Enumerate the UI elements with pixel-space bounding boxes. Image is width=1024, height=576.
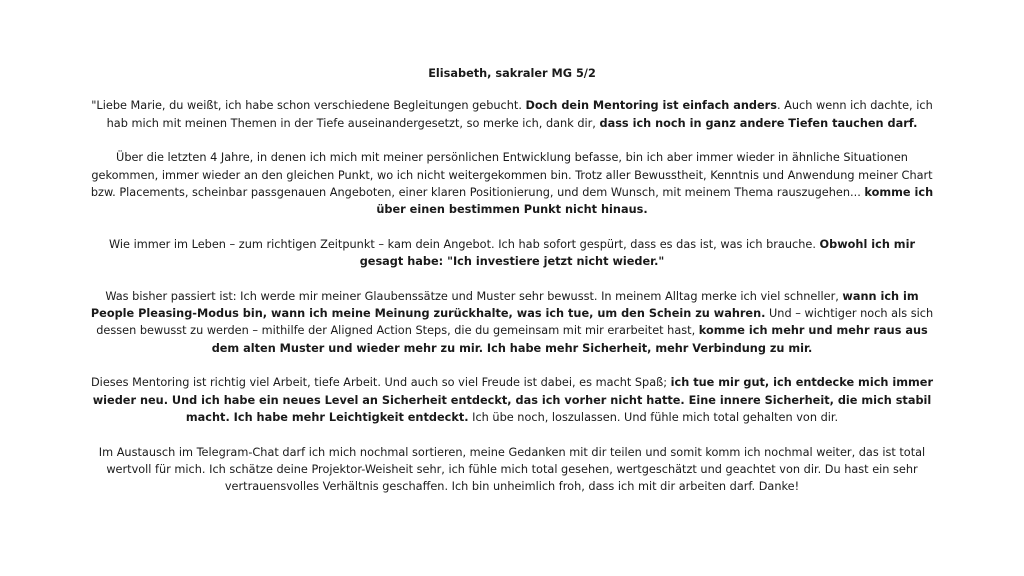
emphasized-text: ich tue mir gut, ich entdecke mich immer wieder neu. Und ich habe ein neues Level an Sicherheit entdeckt, das ich vorher nicht hatte. Eine innere Sicherheit, die mich stabil macht. Ich habe mehr Leichtigkeit entdeckt. xyxy=(92,376,934,425)
testimonial-paragraph xyxy=(88,444,936,496)
paragraph-text: Was bisher passiert ist: Ich werde mir meiner Glaubenssätze und Muster sehr bewusst. In meinem Alltag merke ich viel schneller, xyxy=(105,289,843,303)
testimonial-paragraph xyxy=(88,236,936,271)
paragraph-text: Wie immer im Leben – zum richtigen Zeitpunkt – kam dein Angebot. Ich hab sofort gespürt, dass es das ist, was ich brauche. xyxy=(108,237,820,251)
paragraph-text: Dieses Mentoring ist richtig viel Arbeit, tiefe Arbeit. Und auch so viel Freude ist dabei, es macht Spaß; xyxy=(90,376,671,390)
emphasized-text: komme ich mehr und mehr raus aus dem alten Muster und wieder mehr zu mir. Ich habe mehr Sicherheit, mehr Verbindung zu mir. xyxy=(211,324,928,355)
paragraph-text: Im Austausch im Telegram-Chat darf ich mich nochmal sortieren, meine Gedanken mit dir teilen und somit komm ich nochmal weiter, das ist total wertvoll für mich. Ich schätze deine Projektor-Weisheit sehr, ich fühle mich total gesehen, wertgeschätzt und geachtet von dir. Du hast ein sehr vertrauensvolles Verhältnis geschaffen. Ich bin unheimlich froh, dass ich mit dir arbeiten darf. Danke! xyxy=(98,445,926,494)
testimonial-paragraph xyxy=(88,149,936,219)
emphasized-text: Doch dein Mentoring ist einfach anders xyxy=(525,99,777,113)
emphasized-text: dass ich noch in ganz andere Tiefen tauchen darf. xyxy=(599,116,918,130)
emphasized-text: wann ich im People Pleasing-Modus bin, wann ich meine Meinung zurückhalte, was ich tue, um den Schein zu wahren. xyxy=(90,289,919,321)
paragraph-text: Und – wichtiger noch als sich dessen bewusst zu werden – mithilfe der Aligned Action Steps, die du gemeinsam mit mir erarbeitet hast, xyxy=(96,307,934,338)
testimonial-body xyxy=(88,97,936,495)
emphasized-text: Obwohl ich mir gesagt habe: "Ich investiere jetzt nicht wieder." xyxy=(359,237,916,269)
paragraph-text: . Auch wenn ich dachte, ich hab mich mit meinen Themen in der Tiefe auseinandergesetzt, so merke ich, dank dir, xyxy=(106,99,933,130)
testimonial-paragraph xyxy=(88,97,936,132)
paragraph-text: Über die letzten 4 Jahre, in denen ich mich mit meiner persönlichen Entwicklung befasse, bin ich aber immer wieder in ähnliche Situationen gekommen, immer wieder an den gleichen Punkt, wo ich nicht weitergekommen bin. Trotz aller Bewusstheit, Kenntnis und Anwendung meiner Chart bzw. Placements, scheinbar passgenauen Angeboten, einer klaren Positionierung, und dem Wunsch, mit meinem Thema rauszugehen... xyxy=(90,151,933,200)
testimonial-title: Elisabeth, sakraler MG 5/2 xyxy=(428,67,596,80)
emphasized-text: komme ich über einen bestimmen Punkt nicht hinaus. xyxy=(376,186,934,217)
paragraph-text: Ich übe noch, loszulassen. Und fühle mich total gehalten von dir. xyxy=(468,411,839,425)
testimonial-paragraph xyxy=(88,374,936,426)
testimonial-paragraph xyxy=(88,288,936,358)
paragraph-text: "Liebe Marie, du weißt, ich habe schon verschiedene Begleitungen gebucht. xyxy=(91,99,526,113)
testimonial-text xyxy=(88,65,936,513)
